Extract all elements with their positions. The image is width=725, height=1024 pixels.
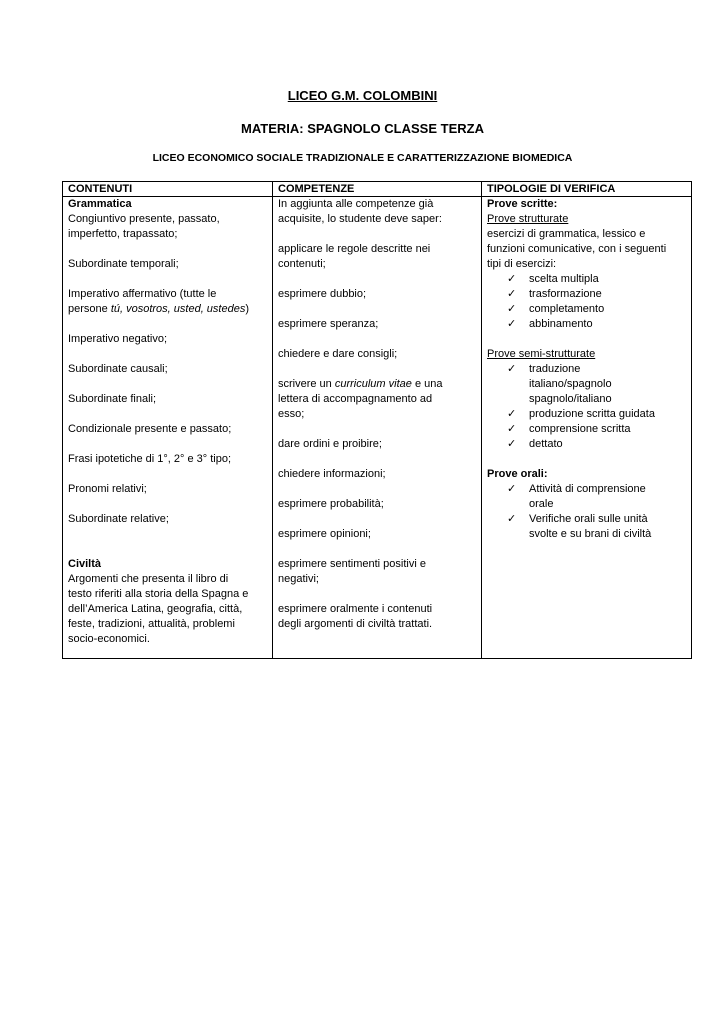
competenza-item: contenuti; [278,258,326,270]
contenuti-item: persone tú, vosotros, usted, ustedes) [68,303,250,315]
subject-title: MATERIA: SPAGNOLO CLASSE TERZA [241,121,484,136]
contenuti-item: Congiuntivo presente, passato, [68,213,220,225]
competenza-item: esso; [278,408,305,420]
check-icon: ✓ [507,288,517,300]
competenze-intro: acquisite, lo studente deve saper: [278,213,442,225]
list-item: ✓ trasformazione [507,288,602,300]
course-title: LICEO ECONOMICO SOCIALE TRADIZIONALE E CARATTERIZZAZIONE BIOMEDICA [152,152,573,164]
school-title: LICEO G.M. COLOMBINI [287,88,438,103]
list-item: ✓ scelta multipla [507,273,599,285]
verifica-cell [482,197,692,659]
contenuti-item: Frasi ipotetiche di 1°, 2° e 3° tipo; [68,453,232,465]
contenuti-item: Imperativo negativo; [68,333,168,345]
competenza-item: scrivere un curriculum vitae e una [278,378,443,390]
competenza-item: esprimere oralmente i contenuti [278,603,433,615]
check-icon: ✓ [507,423,517,435]
competenza-item: chiedere e dare consigli; [278,348,398,360]
check-icon: ✓ [507,303,517,315]
competenza-item: esprimere probabilità; [278,498,384,510]
civilta-text: feste, tradizioni, attualità, problemi [68,618,235,630]
contenuti-item: Subordinate temporali; [68,258,179,270]
competenza-item: applicare le regole descritte nei [278,243,431,255]
verifica-text: esercizi di grammatica, lessico e [487,228,646,240]
program-table [62,181,692,659]
civilta-text: Argomenti che presenta il libro di [68,573,229,585]
contenuti-cell [63,197,273,659]
strutturate-list [487,272,686,332]
competenze-cell [273,197,482,659]
competenza-item: esprimere opinioni; [278,528,371,540]
competenza-item: chiedere informazioni; [278,468,386,480]
table-body-row [63,197,692,659]
list-item: ✓ comprensione scritta [507,423,631,435]
list-item: ✓ completamento [507,303,605,315]
header-contenuti: CONTENUTI [63,182,273,197]
civilta-text: dell’America Latina, geografia, città, [68,603,243,615]
list-item: ✓ produzione scritta guidata [507,408,655,420]
check-icon: ✓ [507,513,517,525]
civilta-heading: Civiltà [68,558,102,570]
contenuti-item: Pronomi relativi; [68,483,147,495]
check-icon: ✓ [507,438,517,450]
header-tipologie: TIPOLOGIE DI VERIFICA [482,182,692,197]
check-icon: ✓ [507,483,517,495]
contenuti-item: Subordinate finali; [68,393,157,405]
prove-strutturate-heading: Prove strutturate [487,213,569,225]
prove-semi-strutturate-heading: Prove semi-strutturate [487,348,596,360]
list-item: ✓ Attività di comprensione orale [507,483,646,510]
competenza-item: lettera di accompagnamento ad [278,393,433,405]
contenuti-item: Condizionale presente e passato; [68,423,232,435]
prove-scritte-heading: Prove scritte: [487,198,558,210]
list-item: ✓ abbinamento [507,318,593,330]
contenuti-item: imperfetto, trapassato; [68,228,178,240]
list-item: ✓ traduzione italiano/spagnolo spagnolo/italiano [507,363,612,405]
table-header-row [63,182,692,197]
competenza-item: esprimere sentimenti positivi e [278,558,426,570]
header-competenze: COMPETENZE [273,182,482,197]
competenza-item: esprimere dubbio; [278,288,367,300]
competenza-item: negativi; [278,573,319,585]
check-icon: ✓ [507,363,517,375]
civilta-text: socio-economici. [68,633,150,645]
competenza-item: degli argomenti di civiltà trattati. [278,618,433,630]
competenza-item: dare ordini e proibire; [278,438,382,450]
competenze-intro: In aggiunta alle competenze già [278,198,434,210]
verifica-text: funzioni comunicative, con i seguenti [487,243,667,255]
contenuti-item: Subordinate causali; [68,363,168,375]
contenuti-item: Subordinate relative; [68,513,169,525]
civilta-text: testo riferiti alla storia della Spagna e [68,588,249,600]
orali-list [487,482,686,542]
check-icon: ✓ [507,318,517,330]
list-item: ✓ dettato [507,438,563,450]
semi-strutturate-list [487,362,686,452]
prove-orali-heading: Prove orali: [487,468,548,480]
verifica-text: tipi di esercizi: [487,258,557,270]
grammatica-heading: Grammatica [68,198,132,210]
competenza-item: esprimere speranza; [278,318,379,330]
check-icon: ✓ [507,273,517,285]
check-icon: ✓ [507,408,517,420]
list-item: ✓ Verifiche orali sulle unità svolte e su brani di civiltà [507,513,652,540]
contenuti-item: Imperativo affermativo (tutte le [68,288,217,300]
